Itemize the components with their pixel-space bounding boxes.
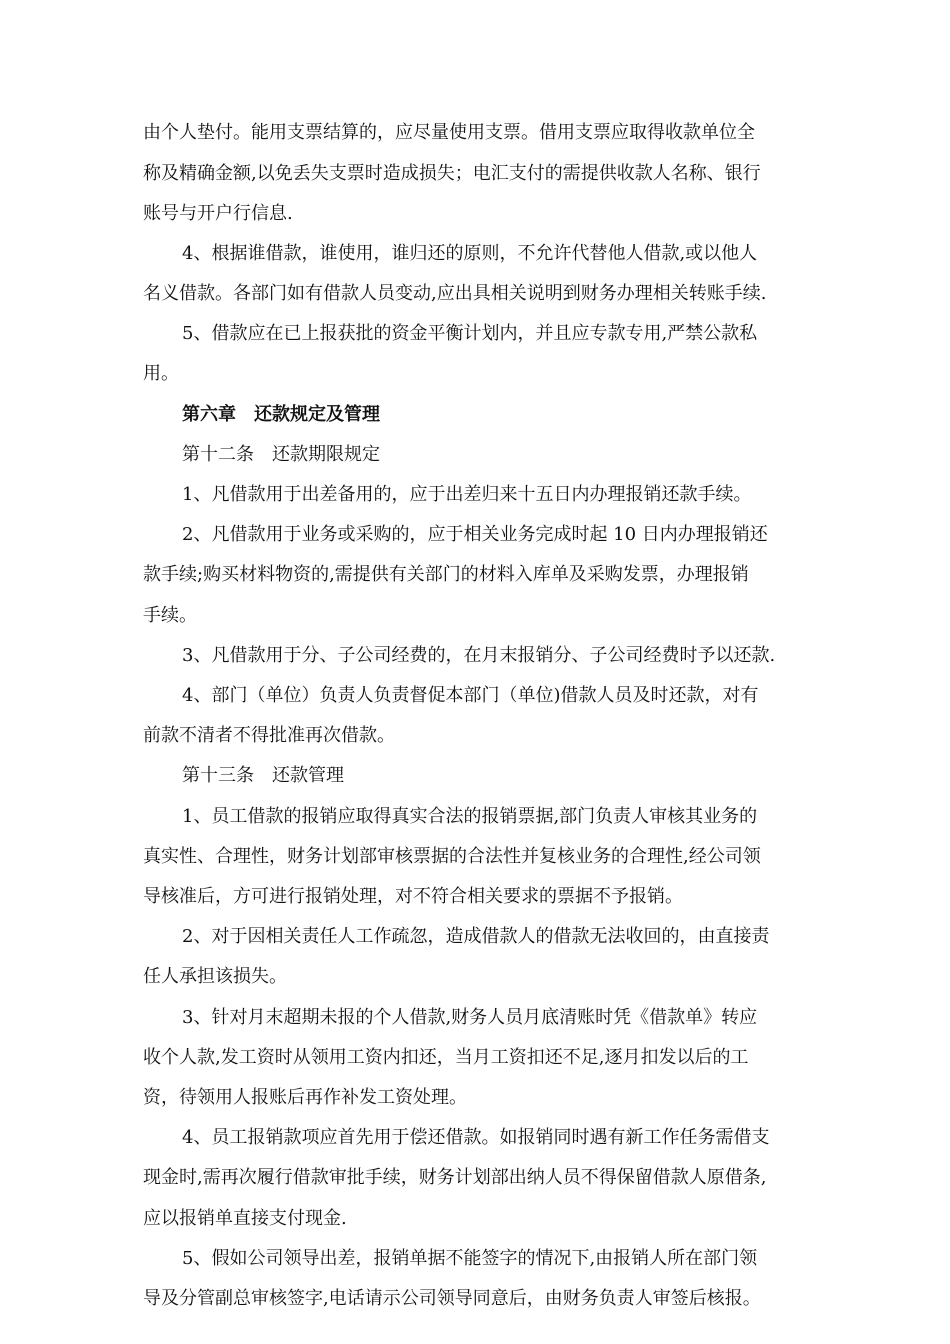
paragraph-line: 前款不清者不得批准再次借款。 <box>143 725 395 746</box>
paragraph-line: 导及分管副总审核签字,电话请示公司领导同意后，由财务负责人审签后核报。 <box>143 1288 761 1309</box>
paragraph-line: 任人承担该损失。 <box>143 966 287 987</box>
paragraph-line: 4、员工报销款项应首先用于偿还借款。如报销同时遇有新工作任务需借支 <box>182 1127 770 1148</box>
paragraph-line: 真实性、合理性，财务计划部审核票据的合法性并复核业务的合理性,经公司领 <box>143 846 761 867</box>
paragraph-line: 5、假如公司领导出差，报销单据不能签字的情况下,由报销人所在部门领 <box>182 1248 758 1269</box>
chapter-heading: 第六章 还款规定及管理 <box>182 404 380 425</box>
paragraph-line: 应以报销单直接支付现金. <box>143 1208 347 1229</box>
paragraph-line: 资，待领用人报账后再作补发工资处理。 <box>143 1087 467 1108</box>
paragraph-line: 收个人款,发工资时从领用工资内扣还，当月工资扣还不足,逐月扣发以后的工 <box>143 1047 749 1068</box>
paragraph-line: 导核准后，方可进行报销处理，对不符合相关要求的票据不予报销。 <box>143 886 683 907</box>
paragraph-line: 2、对于因相关责任人工作疏忽，造成借款人的借款无法收回的，由直接责 <box>182 926 770 947</box>
paragraph-line: 用。 <box>143 363 179 384</box>
paragraph-line: 5、借款应在已上报获批的资金平衡计划内，并且应专款专用,严禁公款私 <box>182 323 758 344</box>
paragraph-line: 4、部门（单位）负责人负责督促本部门（单位)借款人员及时还款，对有 <box>182 685 759 706</box>
paragraph-line: 3、凡借款用于分、子公司经费的，在月末报销分、子公司经费时予以还款. <box>182 645 776 666</box>
article-heading: 第十二条 还款期限规定 <box>182 444 380 465</box>
paragraph-line: 账号与开户行信息. <box>143 203 293 224</box>
paragraph-line: 1、员工借款的报销应取得真实合法的报销票据,部门负责人审核其业务的 <box>182 806 758 827</box>
paragraph-line: 3、针对月末超期未报的个人借款,财务人员月底清账时凭《借款单》转应 <box>182 1007 758 1028</box>
paragraph-line: 1、凡借款用于出差备用的，应于出差归来十五日内办理报销还款手续。 <box>182 484 752 505</box>
paragraph-line: 4、根据谁借款，谁使用，谁归还的原则，不允许代替他人借款,或以他人 <box>182 243 758 264</box>
paragraph-line: 由个人垫付。能用支票结算的，应尽量使用支票。借用支票应取得收款单位全 <box>143 122 755 143</box>
paragraph-line: 款手续;购买材料物资的,需提供有关部门的材料入库单及采购发票，办理报销 <box>143 564 749 585</box>
paragraph-line: 手续。 <box>143 605 197 626</box>
paragraph-line: 名义借款。各部门如有借款人员变动,应出具相关说明到财务办理相关转账手续. <box>143 283 767 304</box>
paragraph-line: 称及精确金额,以免丢失支票时造成损失；电汇支付的需提供收款人名称、银行 <box>143 163 761 184</box>
paragraph-line: 2、凡借款用于业务或采购的，应于相关业务完成时起 10 日内办理报销还 <box>182 524 768 545</box>
paragraph-line: 现金时,需再次履行借款审批手续，财务计划部出纳人员不得保留借款人原借条, <box>143 1167 767 1188</box>
article-heading: 第十三条 还款管理 <box>182 765 344 786</box>
